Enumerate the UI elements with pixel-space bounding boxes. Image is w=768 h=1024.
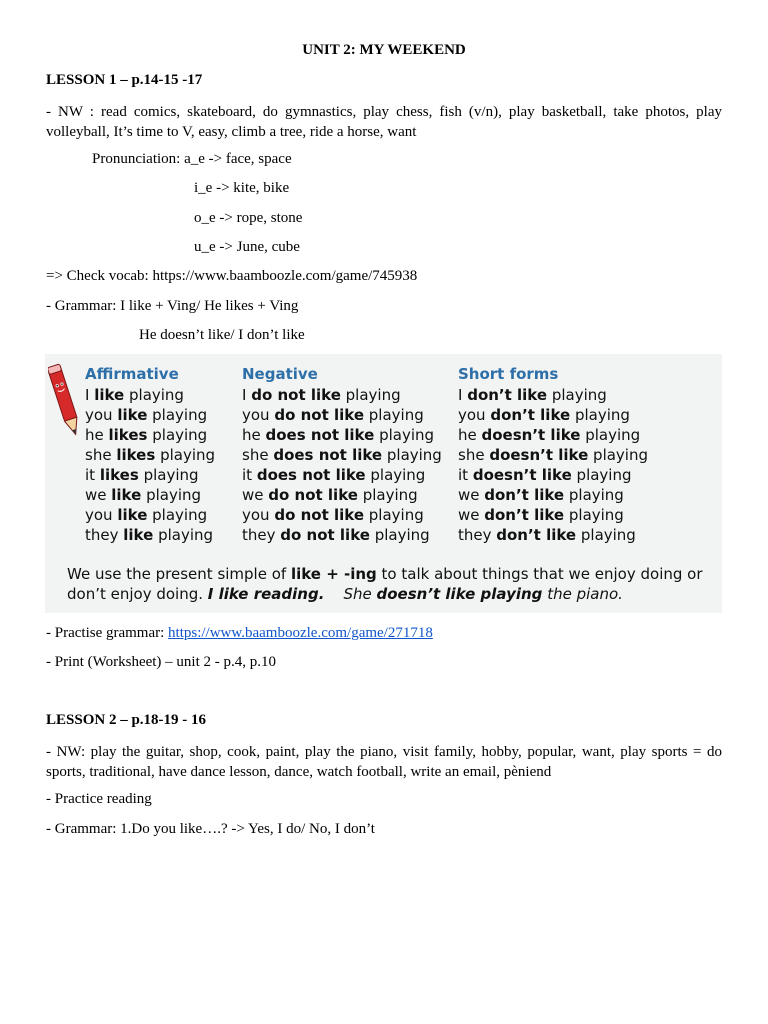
practice-reading-line: - Practice reading bbox=[46, 791, 152, 807]
practise-grammar-line bbox=[46, 625, 433, 642]
lesson-1-new-words: - NW : read comics, skateboard, do gymnastics, play chess, fish (v/n), play basketball, take photos, play volleyball, It’s time to V, easy, climb a tree, ride a horse, want bbox=[46, 104, 722, 140]
grammar-row-post: playing bbox=[374, 426, 435, 444]
grammar-row-post: playing bbox=[547, 386, 607, 404]
grammar-row-bold: doesn’t like bbox=[472, 466, 572, 484]
grammar-row-post: playing bbox=[364, 406, 424, 424]
grammar-row bbox=[458, 505, 648, 525]
short-forms-column bbox=[458, 363, 648, 545]
grammar-row-pre: you bbox=[242, 406, 275, 424]
grammar-row-post: playing bbox=[147, 406, 208, 424]
grammar-row-bold: like bbox=[117, 506, 148, 524]
grammar-row-post: playing bbox=[340, 386, 401, 404]
negative-column bbox=[242, 363, 442, 545]
grammar-row-post: playing bbox=[147, 506, 208, 524]
grammar-row-bold: don’t like bbox=[490, 406, 571, 424]
grammar-row bbox=[242, 485, 442, 505]
grammar-row-post: playing bbox=[141, 486, 202, 504]
grammar-row bbox=[458, 425, 648, 445]
grammar-row-pre: he bbox=[85, 426, 109, 444]
practise-grammar-label: - Practise grammar: bbox=[46, 625, 169, 641]
grammar-row-post: playing bbox=[357, 486, 418, 504]
print-worksheet-line: - Print (Worksheet) – unit 2 - p.4, p.10 bbox=[46, 654, 277, 670]
grammar-row bbox=[85, 425, 215, 445]
affirmative-column bbox=[85, 363, 215, 545]
grammar-row-bold: doesn’t like bbox=[481, 426, 581, 444]
grammar-row bbox=[458, 465, 648, 485]
grammar-row-bold: doesn’t like bbox=[489, 446, 589, 464]
grammar-row-pre: he bbox=[242, 426, 266, 444]
grammar-row-post: playing bbox=[382, 446, 442, 464]
grammar-note bbox=[67, 564, 717, 604]
grammar-row-pre: it bbox=[85, 466, 100, 484]
grammar-row bbox=[85, 485, 215, 505]
grammar-row-bold: likes bbox=[99, 466, 139, 484]
grammar-row-pre: it bbox=[458, 466, 473, 484]
grammar-row-bold: do not like bbox=[251, 386, 341, 404]
grammar-row-post: playing bbox=[564, 486, 624, 504]
grammar-row-pre: she bbox=[242, 446, 274, 464]
grammar-row bbox=[242, 525, 442, 545]
grammar-row-post: playing bbox=[580, 426, 641, 444]
grammar-row-pre: she bbox=[458, 446, 490, 464]
grammar-row-post: playing bbox=[588, 446, 649, 464]
grammar-row bbox=[85, 465, 215, 485]
grammar-row-pre: we bbox=[458, 486, 485, 504]
grammar-table-image bbox=[45, 354, 722, 613]
grammar-row-pre: you bbox=[458, 406, 491, 424]
grammar-row bbox=[242, 405, 442, 425]
grammar-row bbox=[458, 385, 648, 405]
grammar-row bbox=[458, 405, 648, 425]
grammar-row-bold: do not like bbox=[274, 506, 365, 524]
pronunciation-line-1: Pronunciation: a_e -> face, space bbox=[92, 151, 292, 167]
grammar-row-bold: likes bbox=[116, 446, 156, 464]
grammar-row bbox=[85, 385, 215, 405]
grammar-row-post: playing bbox=[571, 466, 632, 484]
negative-header: Negative bbox=[242, 365, 318, 383]
grammar-row-bold: does not like bbox=[265, 426, 375, 444]
practise-grammar-link[interactable]: https://www.baamboozle.com/game/271718 bbox=[168, 625, 433, 641]
grammar-row-post: playing bbox=[147, 426, 208, 444]
grammar-row-post: playing bbox=[576, 526, 636, 544]
grammar-row-bold: does not like bbox=[256, 466, 366, 484]
grammar-row-bold: like bbox=[94, 386, 125, 404]
grammar-row bbox=[85, 525, 215, 545]
grammar-row-bold: don’t like bbox=[467, 386, 548, 404]
grammar-line-2: He doesn’t like/ I don’t like bbox=[139, 327, 305, 343]
grammar-row bbox=[458, 485, 648, 505]
grammar-row-pre: I bbox=[85, 386, 95, 404]
note-text-2: to talk about things that we enjoy doing or don’t enjoy doing. bbox=[67, 565, 703, 603]
grammar-row-bold: like bbox=[117, 406, 148, 424]
grammar-row-pre: we bbox=[458, 506, 485, 524]
grammar-row-post: playing bbox=[369, 526, 430, 544]
lesson-2-grammar-line: - Grammar: 1.Do you like….? -> Yes, I do/ No, I don’t bbox=[46, 821, 375, 837]
grammar-row bbox=[85, 405, 215, 425]
grammar-row-pre: they bbox=[242, 526, 281, 544]
note-text-bold: like + -ing bbox=[290, 565, 377, 583]
grammar-row-post: playing bbox=[570, 406, 630, 424]
grammar-row bbox=[458, 525, 648, 545]
grammar-row-post: playing bbox=[564, 506, 624, 524]
grammar-row-bold: like bbox=[111, 486, 142, 504]
grammar-row-post: playing bbox=[155, 446, 216, 464]
pronunciation-line-3: o_e -> rope, stone bbox=[194, 210, 303, 226]
grammar-row-pre: we bbox=[85, 486, 112, 504]
example-2-bold: doesn’t like playing bbox=[376, 585, 543, 603]
example-2-pre: She bbox=[343, 585, 377, 603]
grammar-line-1: - Grammar: I like + Ving/ He likes + Ving bbox=[46, 298, 299, 314]
example-2-post: the piano. bbox=[542, 585, 623, 603]
grammar-row-post: playing bbox=[364, 506, 424, 524]
grammar-row-pre: we bbox=[242, 486, 269, 504]
grammar-row-bold: don’t like bbox=[484, 486, 565, 504]
grammar-row-bold: do not like bbox=[274, 406, 365, 424]
grammar-row bbox=[242, 425, 442, 445]
grammar-row bbox=[458, 445, 648, 465]
grammar-row bbox=[242, 385, 442, 405]
grammar-row-post: playing bbox=[138, 466, 199, 484]
short-forms-header: Short forms bbox=[458, 365, 559, 383]
grammar-row-bold: like bbox=[123, 526, 154, 544]
affirmative-header: Affirmative bbox=[85, 365, 179, 383]
pencil-icon bbox=[48, 360, 82, 440]
grammar-row-pre: you bbox=[85, 406, 118, 424]
grammar-row-bold: do not like bbox=[268, 486, 358, 504]
grammar-row-pre: you bbox=[242, 506, 275, 524]
grammar-row-pre: he bbox=[458, 426, 482, 444]
grammar-row-pre: they bbox=[458, 526, 497, 544]
grammar-row-bold: do not like bbox=[280, 526, 370, 544]
grammar-row bbox=[242, 465, 442, 485]
grammar-row-post: playing bbox=[365, 466, 426, 484]
grammar-row-post: playing bbox=[124, 386, 184, 404]
grammar-row bbox=[242, 445, 442, 465]
grammar-row-bold: don’t like bbox=[496, 526, 577, 544]
grammar-row-pre: you bbox=[85, 506, 118, 524]
grammar-row-bold: likes bbox=[108, 426, 148, 444]
grammar-row-bold: does not like bbox=[273, 446, 383, 464]
pronunciation-line-2: i_e -> kite, bike bbox=[194, 180, 290, 196]
grammar-row bbox=[85, 445, 215, 465]
lesson-2-new-words: - NW: play the guitar, shop, cook, paint, play the piano, visit family, hobby, popular, want, play sports = do sports, traditional, have dance lesson, dance, watch football, write an email, pèniend bbox=[46, 744, 722, 780]
page-title: UNIT 2: MY WEEKEND bbox=[302, 42, 466, 58]
lesson-2-heading: LESSON 2 – p.18-19 - 16 bbox=[46, 712, 207, 728]
grammar-row-pre: she bbox=[85, 446, 117, 464]
grammar-row-bold: don’t like bbox=[484, 506, 565, 524]
grammar-row-pre: they bbox=[85, 526, 124, 544]
grammar-row-pre: it bbox=[242, 466, 257, 484]
pronunciation-line-4: u_e -> June, cube bbox=[194, 239, 300, 255]
grammar-row-post: playing bbox=[153, 526, 214, 544]
note-text-1: We use the present simple of bbox=[67, 565, 291, 583]
lesson-1-heading: LESSON 1 – p.14-15 -17 bbox=[46, 72, 203, 88]
grammar-row bbox=[85, 505, 215, 525]
check-vocab-line: => Check vocab: https://www.baamboozle.com/game/745938 bbox=[46, 268, 418, 284]
grammar-row-pre: I bbox=[242, 386, 252, 404]
grammar-row-pre: I bbox=[458, 386, 468, 404]
grammar-row bbox=[242, 505, 442, 525]
example-1: I like reading. bbox=[207, 585, 325, 603]
